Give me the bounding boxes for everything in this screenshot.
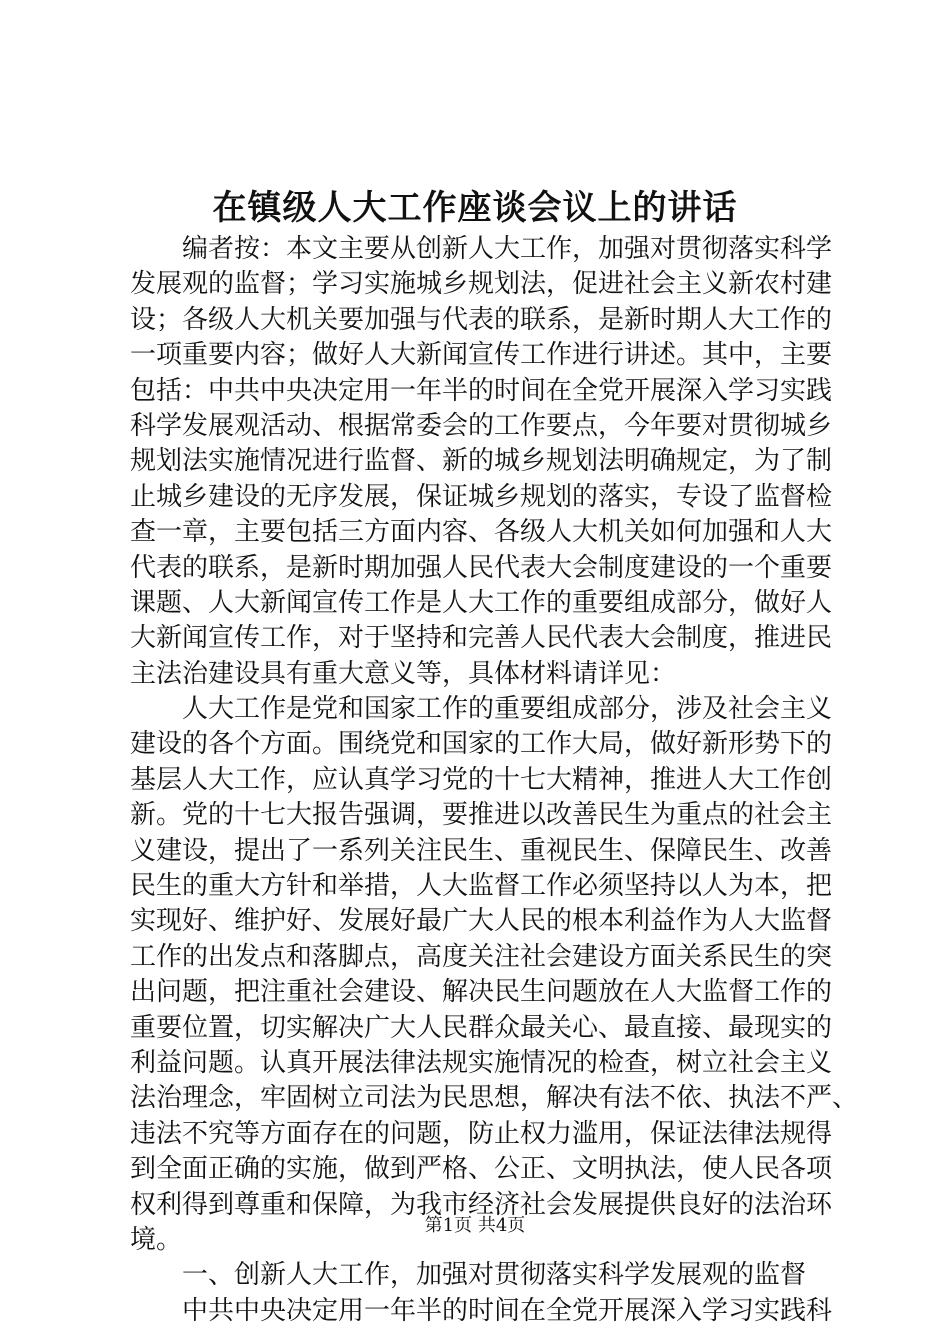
text-line: 主法治建设具有重大意义等，具体材料请详见： — [130, 658, 677, 689]
text-line: 科学发展观活动、根据常委会的工作要点，今年要对贯彻城乡 — [130, 410, 833, 441]
text-line: 发展观的监督；学习实施城乡规划法，促进社会主义新农村建 — [130, 269, 833, 300]
paragraph-main — [130, 692, 859, 1258]
text-line: 一、创新人大工作，加强对贯彻落实科学发展观的监督 — [182, 1260, 807, 1291]
document-title: 在镇级人大工作座谈会议上的讲话 — [212, 188, 738, 228]
text-line: 代表的联系，是新时期加强人民代表大会制度建设的一个重要 — [130, 552, 833, 583]
text-line: 到全面正确的实施，做到严格、公正、文明执法，使人民各项 — [130, 1154, 833, 1185]
text-line: 止城乡建设的无序发展，保证城乡规划的落实，专设了监督检 — [130, 481, 833, 512]
text-line: 编者按：本文主要从创新人大工作，加强对贯彻落实科学 — [182, 234, 833, 264]
page-number-footer: 第1页 共4页 — [424, 1215, 526, 1236]
text-line: 义建设，提出了一系列关注民生、重视民生、保障民生、改善 — [130, 835, 833, 866]
text-line: 利益问题。认真开展法律法规实施情况的检查，树立社会主义 — [130, 1047, 833, 1078]
text-line: 法治理念，牢固树立司法为民思想，解决有法不依、执法不严、 — [130, 1083, 859, 1114]
text-line: 包括：中共中央决定用一年半的时间在全党开展深入学习实践 — [130, 375, 833, 406]
text-line: 新。党的十七大报告强调，要推进以改善民生为重点的社会主 — [130, 800, 833, 831]
text-line: 规划法实施情况进行监督、新的城乡规划法明确规定，为了制 — [130, 446, 833, 477]
document-body — [130, 232, 859, 1329]
text-line: 工作的出发点和落脚点，高度关注社会建设方面关系民生的突 — [130, 941, 833, 972]
text-line: 设；各级人大机关要加强与代表的联系，是新时期人大工作的 — [130, 304, 833, 335]
paragraph-editor-note — [130, 232, 833, 692]
text-line: 查一章，主要包括三方面内容、各级人大机关如何加强和人大 — [130, 517, 833, 548]
text-line: 中共中央决定用一年半的时间在全党开展深入学习实践科 — [182, 1295, 833, 1326]
paragraph-section-start — [130, 1294, 833, 1329]
text-line: 一项重要内容；做好人大新闻宣传工作进行讲述。其中，主要 — [130, 340, 833, 371]
text-line: 境。 — [130, 1224, 183, 1255]
text-line: 基层人大工作，应认真学习党的十七大精神，推进人大工作创 — [130, 764, 833, 795]
text-line: 权利得到尊重和保障，为我市经济社会发展提供良好的法治环 — [130, 1189, 833, 1220]
text-line: 出问题，把注重社会建设、解决民生问题放在人大监督工作的 — [130, 977, 833, 1008]
text-line: 大新闻宣传工作，对于坚持和完善人民代表大会制度，推进民 — [130, 623, 833, 654]
text-line: 民生的重大方针和举措，人大监督工作必须坚持以人为本，把 — [130, 871, 833, 902]
text-line: 违法不究等方面存在的问题，防止权力滥用，保证法律法规得 — [130, 1118, 833, 1149]
text-line: 课题、人大新闻宣传工作是人大工作的重要组成部分，做好人 — [130, 587, 833, 618]
text-line: 实现好、维护好、发展好最广大人民的根本利益作为人大监督 — [130, 906, 833, 937]
section-heading — [130, 1258, 830, 1293]
text-line: 人大工作是党和国家工作的重要组成部分，涉及社会主义 — [182, 694, 833, 725]
text-line: 建设的各个方面。围绕党和国家的工作大局，做好新形势下的 — [130, 729, 833, 760]
text-line: 重要位置，切实解决广大人民群众最关心、最直接、最现实的 — [130, 1012, 833, 1043]
